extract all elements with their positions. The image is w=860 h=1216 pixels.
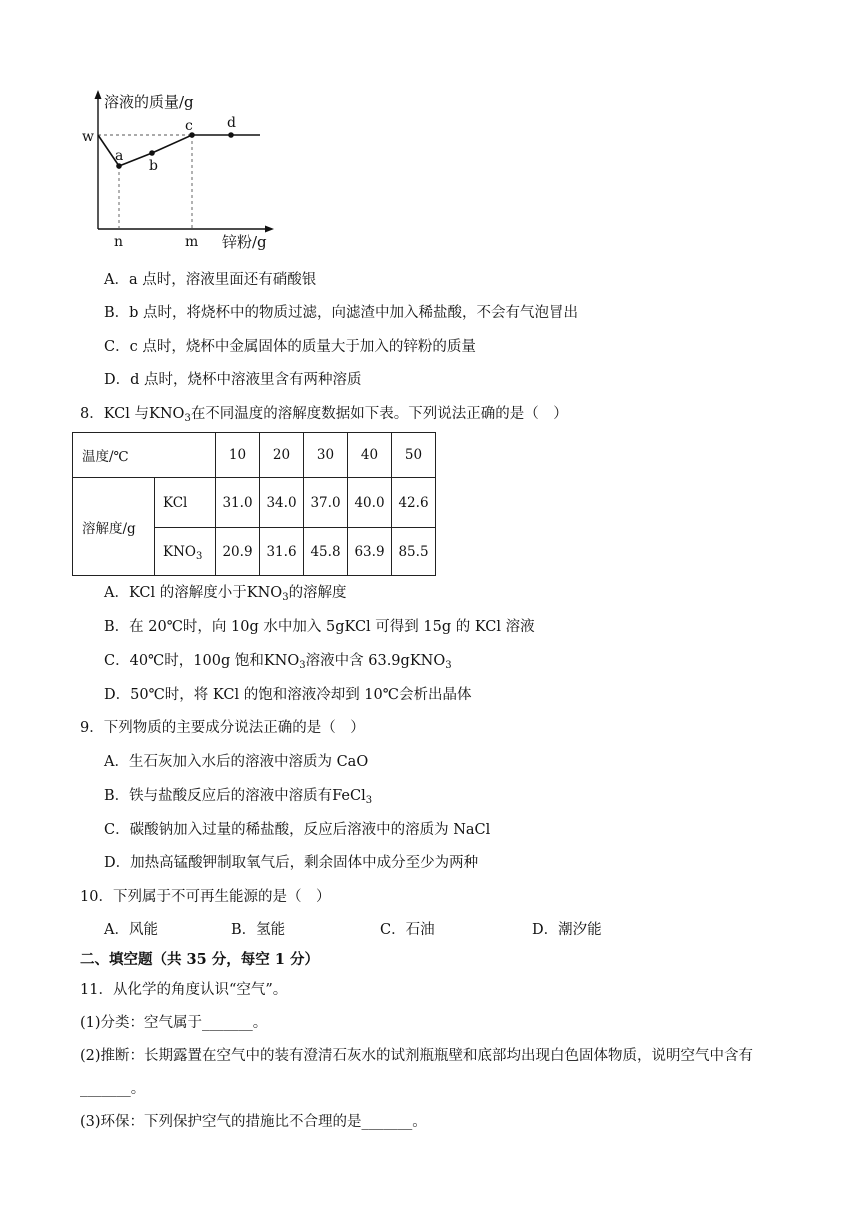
label-c: c (185, 118, 193, 134)
temp-cell: 30 (304, 433, 348, 478)
temp-header: 温度/℃ (73, 433, 216, 478)
kcl-cell: 31.0 (216, 478, 260, 528)
kcl-cell: 42.6 (392, 478, 436, 528)
q7-option-c: C．c 点时，烧杯中金属固体的质量大于加入的锌粉的质量 (104, 339, 476, 355)
q8-option-b: B．在 20℃时，向 10g 水中加入 5gKCl 可得到 15g 的 KCl 溶液 (104, 619, 535, 635)
kno3-cell: 45.8 (304, 528, 348, 576)
table-row-kcl (73, 478, 436, 528)
q8-stem-formula: $KNO_3$ (149, 406, 191, 424)
y-marker-w: w (82, 129, 94, 145)
point-a (116, 163, 122, 169)
temp-cell: 10 (216, 433, 260, 478)
y-axis-arrow (95, 90, 102, 99)
kcl-cell: 34.0 (260, 478, 304, 528)
kno3-cell: 63.9 (348, 528, 392, 576)
point-b (149, 150, 155, 156)
q10-option-a: A．风能 (104, 922, 158, 938)
q9-option-d: D．加热高锰酸钾制取氧气后，剩余固体中成分至少为两种 (104, 855, 479, 871)
q11-part-1: (1)分类：空气属于_______。 (80, 1015, 268, 1031)
kno3-cell: 20.9 (216, 528, 260, 576)
label-d: d (227, 115, 236, 131)
temp-cell: 20 (260, 433, 304, 478)
x-marker-m: m (185, 234, 199, 250)
q7-option-b: B．b 点时，将烧杯中的物质过滤，向滤渣中加入稀盐酸，不会有气泡冒出 (104, 305, 579, 321)
solubility-header: 溶解度/g (73, 478, 155, 576)
x-axis-arrow (265, 226, 274, 233)
q11-stem: 11．从化学的角度认识“空气”。 (80, 982, 288, 998)
kno3-cell: 85.5 (392, 528, 436, 576)
q8-option-d: D．50℃时，将 KCl 的饱和溶液冷却到 10℃会析出晶体 (104, 687, 472, 703)
q11-part-2: (2)推断：长期露置在空气中的装有澄清石灰水的试剂瓶瓶壁和底部均出现白色固体物质，说明空气中含有 (80, 1048, 754, 1064)
q7-option-d: D．d 点时，烧杯中溶液里含有两种溶质 (104, 372, 362, 388)
q8-stem-start: 8．KCl 与 (80, 406, 150, 422)
kno3-label: $KNO_3$ (155, 528, 216, 576)
x-marker-n: n (114, 234, 124, 250)
q9-option-b: B．铁与盐酸反应后的溶液中溶质有FeCl$_3$ (104, 788, 373, 806)
temp-cell: 40 (348, 433, 392, 478)
q10-stem: 10．下列属于不可再生能源的是（ ） (80, 889, 331, 905)
q10-option-c: C．石油 (380, 922, 435, 938)
q8-option-a: A．KCl 的溶解度小于$KNO_3$的溶解度 (104, 585, 347, 603)
point-d (228, 132, 234, 138)
x-axis-label: 锌粉/g (222, 233, 267, 251)
section-heading: 二、填空题（共 35 分，每空 1 分） (80, 951, 319, 968)
temp-cell: 50 (392, 433, 436, 478)
q10-option-b: B．氢能 (231, 922, 286, 938)
q8-option-c: C．40℃时，100g 饱和$KNO_3$溶液中含 63.9gKNO$_3$ (104, 653, 452, 671)
q9-option-a: A．生石灰加入水后的溶液中溶质为 CaO (104, 754, 369, 770)
kno3-cell: 31.6 (260, 528, 304, 576)
q11-part-3: (3)环保：下列保护空气的措施比不合理的是_______。 (80, 1114, 427, 1130)
label-a: a (115, 148, 124, 164)
solubility-table (72, 432, 436, 576)
q9-option-c: C．碳酸钠加入过量的稀盐酸，反应后溶液中的溶质为 NaCl (104, 822, 491, 838)
q10-option-d: D．潮汐能 (532, 922, 602, 938)
solution-mass-chart (76, 86, 296, 254)
label-b: b (149, 158, 158, 174)
kcl-cell: 40.0 (348, 478, 392, 528)
q9-stem: 9．下列物质的主要成分说法正确的是（ ） (80, 720, 365, 736)
kcl-cell: 37.0 (304, 478, 348, 528)
y-axis-label: 溶液的质量/g (104, 93, 194, 111)
table-row-temperature (73, 433, 436, 478)
q8-stem-end: 在不同温度的溶解度数据如下表。下列说法正确的是（ ） (190, 406, 568, 422)
q7-option-a: A．a 点时，溶液里面还有硝酸银 (104, 272, 317, 288)
q11-part-2-blank: _______。 (80, 1081, 146, 1097)
q8-stem (80, 404, 568, 424)
kcl-label: KCl (155, 478, 216, 528)
